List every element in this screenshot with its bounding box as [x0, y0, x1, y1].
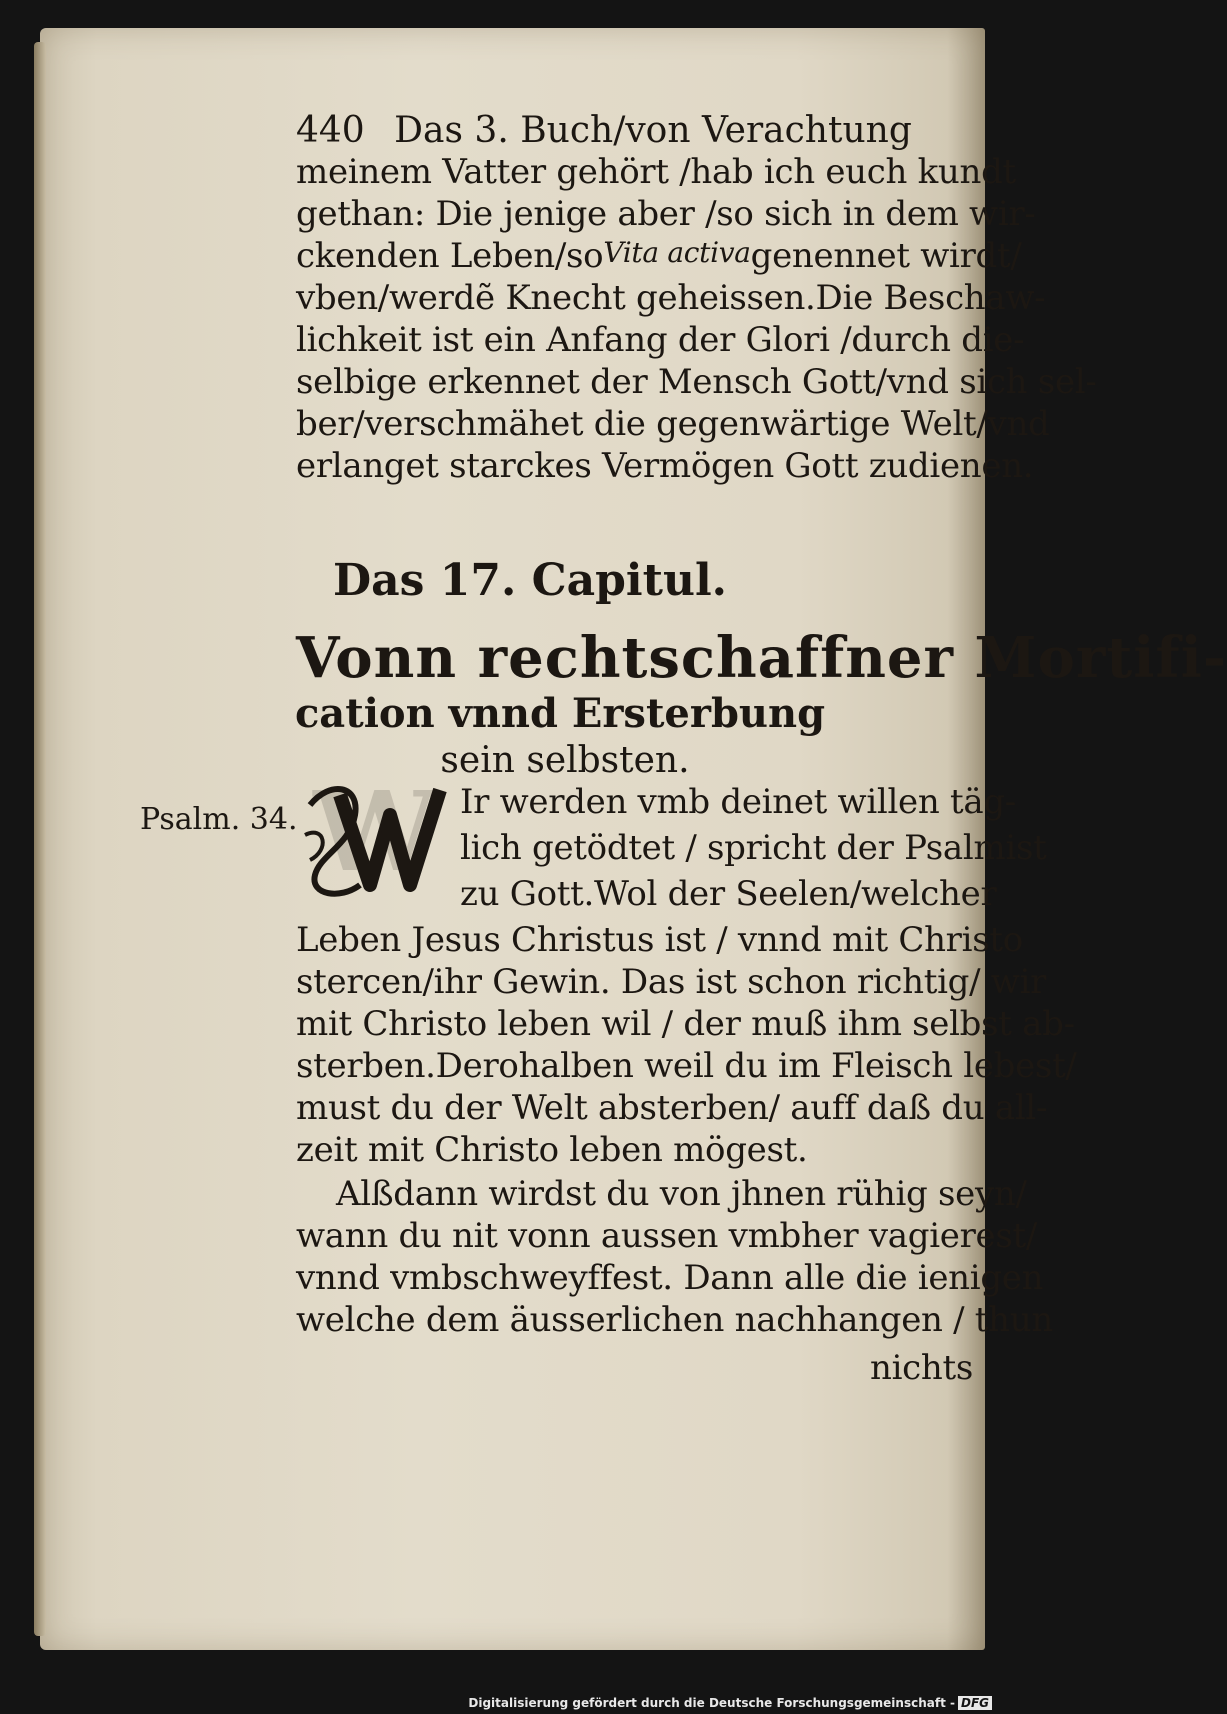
footer-credit: Digitalisierung gefördert durch die Deutsche Forschungsgemeinschaft - DFG: [468, 1696, 992, 1710]
body-line: Alßdann wirdst du von jhnen rühig seyn/: [336, 1174, 1027, 1214]
chapter-title-line-3: sein selbsten.: [440, 740, 690, 781]
body-line: lich getödtet / spricht der Psalmist: [460, 828, 1047, 868]
catchword: nichts: [870, 1348, 974, 1388]
page-number: 440: [296, 110, 365, 151]
body-line: wann du nit vonn aussen vmbher vagierest/: [296, 1216, 1038, 1256]
running-head-title: Das 3. Buch/von Verachtung: [394, 110, 912, 151]
latin-phrase: Vita activa: [603, 236, 751, 269]
body-line: must du der Welt absterben/ auff daß du all-: [296, 1088, 1048, 1128]
body-line: sterben.Derohalben weil du im Fleisch lebest/: [296, 1046, 1077, 1086]
chapter-title-line-2: cation vnnd Ersterbung: [294, 690, 826, 737]
body-line: mit Christo leben wil / der muß ihm selbst ab-: [296, 1004, 1075, 1044]
body-line: stercen/ihr Gewin. Das ist schon richtig/ wir: [296, 962, 1047, 1002]
text-line: lichkeit ist ein Anfang der Glori / durch die-: [296, 320, 1025, 360]
text-line: erlanget starckes Vermögen Gott zudienen.: [296, 446, 1034, 486]
text-line: gethan: Die jenige aber / so sich in dem wir-: [296, 194, 1036, 234]
body-line: zu Gott.Wol der Seelen/welcher: [460, 874, 997, 914]
text-line: vben/werdẽ Knecht geheissen. Die Beschaw-: [296, 278, 1046, 318]
decorated-initial: [300, 767, 450, 905]
chapter-title-line-1: Vonn rechtschaffner Mortifi-: [296, 625, 1227, 691]
dfg-logo: DFG: [958, 1696, 992, 1710]
text-line: meinem Vatter gehört / hab ich euch kundt: [296, 152, 1016, 192]
text-line: ber/verschmähet die gegenwärtige Welt/vnd: [296, 404, 1050, 444]
body-line: welche dem äusserlichen nachhangen / thun: [296, 1300, 1053, 1340]
margin-note: Psalm. 34.: [140, 802, 298, 837]
body-line: vnnd vmbschweyffest. Dann alle die ienigen: [296, 1258, 1044, 1298]
chapter-heading: Das 17. Capitul.: [333, 555, 727, 606]
text-line: selbige erkennet der Mensch Gott/vnd sich sel-: [296, 362, 1097, 402]
text-line: ckenden Leben/so Vita activa genennet wirdt/: [296, 236, 1022, 276]
running-head: [296, 110, 916, 151]
body-line: Leben Jesus Christus ist / vnnd mit Christo: [296, 920, 1023, 960]
body-line: Ir werden vmb deinet willen täg-: [460, 782, 1016, 822]
svg-text:W: W: [313, 767, 437, 896]
body-line: zeit mit Christo leben mögest.: [296, 1130, 808, 1170]
